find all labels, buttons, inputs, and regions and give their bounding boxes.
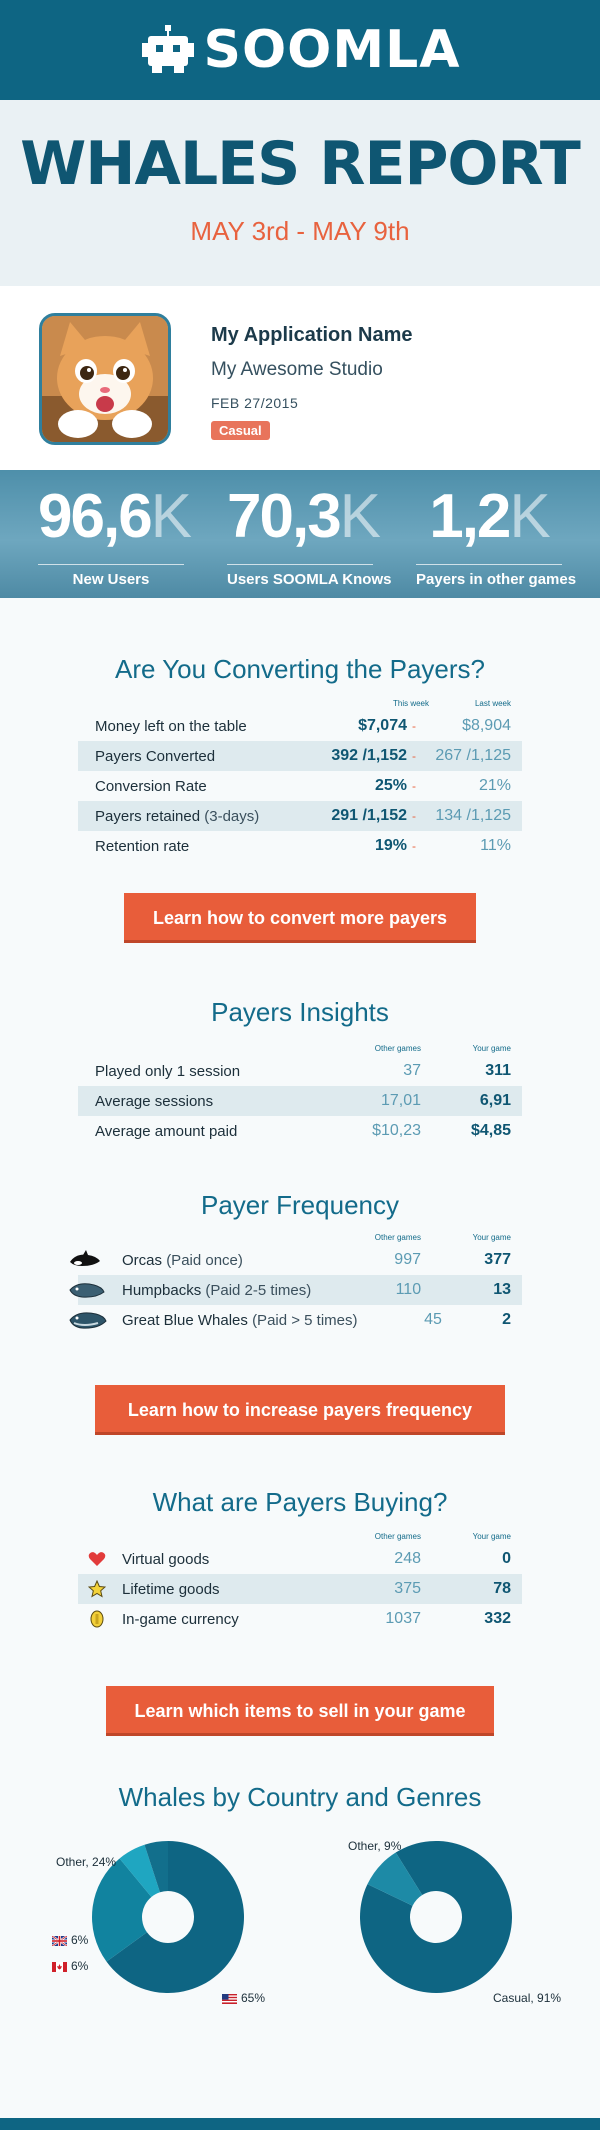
stats-banner	[0, 470, 600, 598]
stat-label: Users SOOMLA Knows	[227, 571, 392, 588]
top-bar	[0, 0, 600, 100]
insights-title: Payers Insights	[211, 997, 389, 1027]
value-last-week: 267 /1,125	[435, 747, 511, 764]
value-other-games: $10,23	[372, 1122, 421, 1139]
stat-value: 70,3K	[227, 482, 380, 551]
genre-donut-chart	[360, 1841, 512, 1993]
convert-payers-button[interactable]: Learn how to convert more payers	[124, 893, 476, 943]
converting-column-headers	[78, 699, 522, 711]
row-label: Money left on the table	[95, 717, 247, 735]
genre-casual-label: Casual, 91%	[493, 1991, 562, 2005]
table-row	[78, 801, 522, 831]
value-other-games: 375	[394, 1580, 421, 1597]
stat-divider	[227, 564, 373, 565]
table-row	[78, 1305, 522, 1335]
report-title: WHALES REPORT	[20, 129, 580, 199]
stat-known-users	[227, 470, 392, 598]
trend-marker: -	[412, 719, 416, 733]
genre-other-label: Other, 9%	[348, 1839, 402, 1853]
value-other-games: 997	[394, 1251, 421, 1268]
col-your-game: Your game	[472, 1233, 511, 1242]
star-icon	[88, 1580, 106, 1598]
app-info	[211, 324, 413, 440]
app-name: My Application Name	[211, 324, 413, 346]
table-row	[78, 1544, 522, 1574]
report-date-range: MAY 3rd - MAY 9th	[190, 216, 410, 246]
report-header	[0, 100, 600, 286]
country-uk-label: 6%	[52, 1933, 88, 1947]
table-row	[78, 1574, 522, 1604]
table-row	[78, 1116, 522, 1146]
value-other-games: 1037	[385, 1610, 421, 1627]
coin-icon	[90, 1610, 104, 1628]
stat-label: New Users	[72, 571, 150, 588]
orca-icon	[68, 1250, 102, 1270]
brand-logo-text: SOOMLA	[203, 20, 461, 80]
blue-whale-icon	[68, 1308, 108, 1332]
value-other-games: 17,01	[380, 1092, 421, 1109]
col-your-game: Your game	[472, 1044, 511, 1053]
col-your-game: Your game	[472, 1532, 511, 1541]
value-other-games: 45	[424, 1311, 442, 1328]
value-other-games: 37	[403, 1062, 421, 1079]
items-to-sell-button[interactable]: Learn which items to sell in your game	[106, 1686, 494, 1736]
col-other-games: Other games	[374, 1044, 421, 1053]
row-label: Virtual goods	[122, 1550, 210, 1568]
value-your-game: $4,85	[470, 1122, 511, 1139]
value-this-week: $7,074	[358, 717, 407, 734]
table-row	[78, 1086, 522, 1116]
stat-divider	[38, 564, 184, 565]
row-label: Played only 1 session	[95, 1062, 241, 1080]
value-this-week: 25%	[374, 777, 407, 794]
value-your-game: 0	[502, 1550, 511, 1567]
frequency-column-headers	[78, 1233, 522, 1245]
increase-frequency-button[interactable]: Learn how to increase payers frequency	[95, 1385, 505, 1435]
whales-charts	[0, 1813, 600, 2013]
insights-table	[78, 1044, 522, 1146]
table-row	[78, 1245, 522, 1275]
value-other-games: 248	[394, 1550, 421, 1567]
canada-flag-icon	[52, 1962, 67, 1972]
value-last-week: 21%	[478, 777, 511, 794]
insights-column-headers	[78, 1044, 522, 1056]
row-label: Conversion Rate	[95, 777, 207, 795]
col-other-games: Other games	[374, 1532, 421, 1541]
row-label: Average amount paid	[95, 1122, 238, 1140]
table-row	[78, 1056, 522, 1086]
trend-marker: -	[412, 809, 416, 823]
footer-bar	[0, 2118, 600, 2130]
genre-badge: Casual	[211, 421, 270, 440]
app-card	[0, 286, 600, 470]
app-date: FEB 27/2015	[211, 395, 299, 411]
heart-icon	[88, 1551, 106, 1567]
value-your-game: 6,91	[479, 1092, 511, 1109]
robot-logo-icon	[140, 25, 196, 75]
table-row	[78, 771, 522, 801]
value-your-game: 332	[484, 1610, 511, 1627]
country-us-label: 65%	[222, 1991, 265, 2005]
country-other-label: Other, 24%	[56, 1855, 117, 1869]
row-label: Payers Converted	[95, 747, 216, 765]
table-row	[78, 831, 522, 861]
value-your-game: 13	[493, 1281, 511, 1298]
stat-other-payers	[416, 470, 577, 598]
stat-divider	[416, 564, 562, 565]
row-label: Payers retained (3-days)	[95, 807, 260, 825]
value-other-games: 110	[395, 1281, 422, 1298]
row-label: In-game currency	[122, 1610, 239, 1628]
uk-flag-icon	[52, 1936, 67, 1946]
value-this-week: 19%	[374, 837, 407, 854]
row-label: Average sessions	[95, 1092, 214, 1110]
row-label: Humpbacks (Paid 2-5 times)	[122, 1281, 312, 1299]
frequency-table	[78, 1233, 522, 1335]
col-other-games: Other games	[374, 1233, 421, 1242]
value-your-game: 377	[484, 1251, 511, 1268]
trend-marker: -	[412, 839, 416, 853]
buying-column-headers	[78, 1532, 522, 1544]
stat-value: 1,2K	[429, 482, 549, 551]
row-label: Lifetime goods	[122, 1580, 220, 1598]
country-ca-label: 6%	[52, 1959, 88, 1973]
whales-title: Whales by Country and Genres	[118, 1782, 482, 1812]
value-last-week: 11%	[480, 837, 511, 854]
stat-new-users	[38, 470, 191, 598]
value-your-game: 78	[493, 1580, 511, 1597]
trend-marker: -	[412, 749, 416, 763]
buying-table	[78, 1532, 522, 1634]
table-row	[78, 1275, 522, 1305]
trend-marker: -	[412, 779, 416, 793]
value-your-game: 311	[485, 1062, 511, 1079]
humpback-icon	[68, 1279, 106, 1301]
app-icon	[39, 313, 171, 445]
col-this-week: This week	[392, 699, 429, 708]
value-last-week: 134 /1,125	[435, 807, 511, 824]
row-label: Retention rate	[95, 837, 190, 855]
value-last-week: $8,904	[462, 717, 511, 734]
converting-table	[78, 699, 522, 861]
table-row	[78, 711, 522, 741]
stat-value: 96,6K	[38, 482, 191, 551]
converting-title: Are You Converting the Payers?	[114, 654, 486, 684]
report-body	[0, 598, 600, 2013]
table-row	[78, 741, 522, 771]
col-last-week: Last week	[474, 699, 511, 708]
value-this-week: 291 /1,152	[331, 807, 407, 824]
row-label: Great Blue Whales (Paid > 5 times)	[122, 1311, 358, 1329]
table-row	[78, 1604, 522, 1634]
row-label: Orcas (Paid once)	[122, 1251, 243, 1269]
frequency-title: Payer Frequency	[201, 1190, 399, 1220]
us-flag-icon	[222, 1994, 237, 2004]
stat-label: Payers in other games	[416, 571, 577, 588]
value-this-week: 392 /1,152	[331, 747, 407, 764]
buying-title: What are Payers Buying?	[152, 1487, 448, 1517]
app-studio: My Awesome Studio	[211, 359, 383, 380]
value-your-game: 2	[502, 1311, 511, 1328]
